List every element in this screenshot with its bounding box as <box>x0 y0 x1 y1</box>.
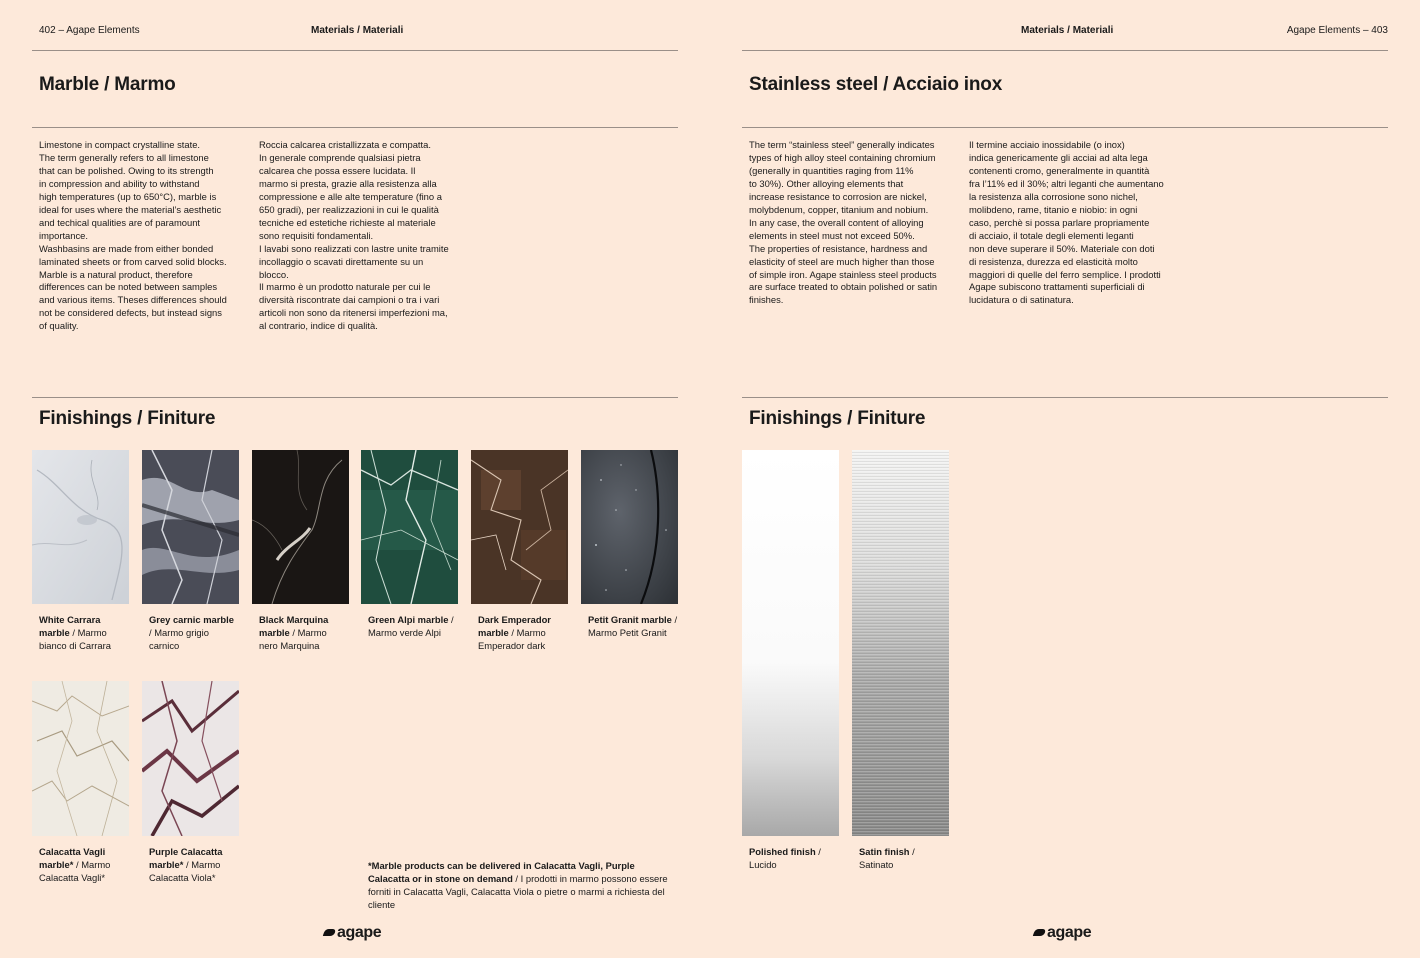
swatch-caption <box>478 614 578 653</box>
swatch-caption-rest: / Marmo nero Marquina <box>259 626 327 651</box>
section-title-marble: Marble / Marmo <box>39 74 176 95</box>
petit-granit-marble-swatch[interactable] <box>581 450 678 604</box>
section-title-steel: Stainless steel / Acciaio inox <box>749 74 1003 95</box>
marble-text-en-para: Limestone in compact crystalline state. The term generally refers to all limestone that can be polished. Owing to its strength in compression and ability to withstand high temperatures (up to 650°C), marble is ideal for uses where the material’s aesthetic and techical qualities are of paramount importance. Washbasins are made from either bonded laminated sheets or from carved solid blocks. Marble is a natural product, therefore differences can be noted between samples and various items. Theses differences should not be considered defects, but instead signs of quality. <box>39 139 227 332</box>
swatch-caption <box>749 846 849 872</box>
marble-text-it-para: Roccia calcarea cristallizzata e compatta. In generale comprende qualsiasi pietra calcarea che possa essere lucidata. Il marmo si presta, grazie alla resistenza alla compressione e alle alte temperature (fino a 650 gradi), per realizzazioni in cui le qualità tecniche ed estetiche richieste al materiale sono requisiti fondamentali. I lavabi sono realizzati con lastre unite tramite incollaggio o scavati direttamente su un blocco. Il marmo è un prodotto naturale per cui le diversità riscontrate dai campioni o tra i vari articoli non sono da ritenersi imperfezioni ma, al contrario, indice di qualità. <box>259 139 449 332</box>
agape-logo-text: agape <box>1047 924 1092 941</box>
steel-text-en <box>749 139 961 307</box>
swatch-caption <box>368 614 468 640</box>
divider <box>32 50 678 51</box>
agape-logo-mark-icon <box>1033 929 1047 936</box>
agape-logo-mark-icon <box>323 929 337 936</box>
note-bold: *Marble products can be delivered in Calacatta Vagli, Purple Calacatta or in stone on demand <box>368 860 635 884</box>
divider <box>32 397 678 398</box>
white-carrara-marble-swatch[interactable] <box>32 450 129 604</box>
divider <box>742 50 1388 51</box>
swatch-caption-rest: / Marmo Calacatta Vagli* <box>39 858 111 883</box>
swatch-caption <box>588 614 688 640</box>
swatch-caption-bold: Satin finish <box>859 846 910 857</box>
swatch-caption-rest: / Marmo verde Alpi <box>368 614 454 638</box>
agape-logo-text: agape <box>337 924 382 941</box>
note-rest: / I prodotti in marmo possono essere forniti in Calacatta Vagli, Calacatta Viola o pietre o marmi a richiesta del cliente <box>368 872 668 910</box>
agape-logo <box>324 924 381 942</box>
swatch-caption-bold: Petit Granit marble <box>588 614 672 625</box>
satin-steel-swatch[interactable] <box>852 450 949 836</box>
dark-emperador-marble-swatch[interactable] <box>471 450 568 604</box>
swatch-caption-bold: Black Marquina marble <box>259 614 329 638</box>
swatch-caption <box>259 614 359 653</box>
finishings-title-left: Finishings / Finiture <box>39 408 216 429</box>
marble-text-it <box>259 139 474 333</box>
marble-availability-note <box>368 860 678 912</box>
steel-text-it <box>969 139 1184 307</box>
swatch-caption-bold: Polished finish <box>749 846 816 857</box>
grey-carnic-marble-swatch[interactable] <box>142 450 239 604</box>
page-number-right: Agape Elements – 403 <box>1286 25 1388 36</box>
swatch-caption-bold: White Carrara marble <box>39 614 101 638</box>
polished-steel-swatch[interactable] <box>742 450 839 836</box>
swatch-caption <box>39 846 139 885</box>
swatch-caption-bold: Dark Emperador marble <box>478 614 551 638</box>
divider <box>742 397 1388 398</box>
swatch-caption-rest: / Marmo Calacatta Viola* <box>149 858 221 883</box>
swatch-caption-bold: Grey carnic marble <box>149 614 234 625</box>
page-number-left: 402 – Agape Elements <box>39 25 140 36</box>
swatch-caption-bold: Green Alpi marble <box>368 614 449 625</box>
divider <box>32 127 678 128</box>
running-header-left: Materials / Materiali <box>311 25 404 36</box>
black-marquina-marble-swatch[interactable] <box>252 450 349 604</box>
marble-text-en <box>39 139 249 333</box>
swatch-caption-rest: / Marmo Petit Granit <box>588 614 678 638</box>
swatch-caption <box>149 614 249 653</box>
swatch-caption <box>39 614 139 653</box>
swatch-caption-bold: Calacatta Vagli marble* <box>39 846 106 870</box>
swatch-caption <box>859 846 959 872</box>
steel-text-en-para: The term “stainless steel” generally indicates types of high alloy steel containing chromium (generally in quantities raging from 11% to 30%). Other alloying elements that increase resistance to corrosion are nickel, molybdenum, copper, titanium and nobium. In any case, the overall content of alloying elements in steel must not exceed 50%. The properties of resistance, hardness and elasticity of steel are much higher than those of simple iron. Agape stainless steel products are surface treated to obtain polished or satin finishes. <box>749 139 938 306</box>
swatch-caption-rest: / Marmo grigio carnico <box>149 626 209 651</box>
purple-calacatta-marble-swatch[interactable] <box>142 681 239 836</box>
swatch-caption-rest: / Lucido <box>749 846 821 870</box>
swatch-caption-rest: / Marmo Emperador dark <box>478 626 546 651</box>
swatch-caption <box>149 846 249 885</box>
divider <box>742 127 1388 128</box>
agape-logo <box>1034 924 1091 942</box>
swatch-caption-rest: / Marmo bianco di Carrara <box>39 626 111 651</box>
running-header-right: Materials / Materiali <box>1021 25 1114 36</box>
swatch-caption-rest: / Satinato <box>859 846 915 870</box>
finishings-title-right: Finishings / Finiture <box>749 408 926 429</box>
steel-text-it-para: Il termine acciaio inossidabile (o inox) indica genericamente gli acciai ad alta lega contenenti cromo, generalmente in quantità fra l’11% ed il 30%; altri leganti che aumentano la resistenza alla corrosione sono nichel, molibdeno, rame, titanio e niobio: in ogni caso, perchè si possa parlare propriamente di acciaio, il totale degli elementi leganti non deve superare il 50%. Materiale con doti di resistenza, durezza ed elasticità molto maggiori di quelle del ferro semplice. I prodotti Agape subiscono trattamenti superficiali di lucidatura o di satinatura. <box>969 139 1164 306</box>
swatch-caption-bold: Purple Calacatta marble* <box>149 846 223 870</box>
calacatta-vagli-marble-swatch[interactable] <box>32 681 129 836</box>
green-alpi-marble-swatch[interactable] <box>361 450 458 604</box>
